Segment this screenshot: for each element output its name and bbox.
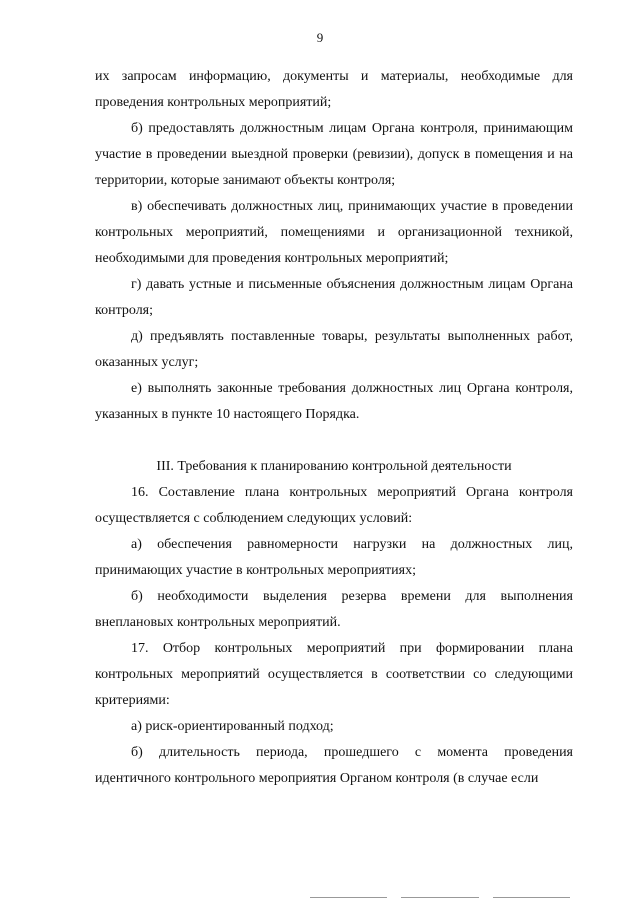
clause-17-item-b: б) длительность периода, прошедшего с момента проведения идентичного контрольного мероприятия Органом контроля (в случае если — [95, 745, 573, 786]
section-heading: III. Требования к планированию контрольной деятельности — [156, 459, 512, 474]
list-item-e: е) выполнять законные требования должностных лиц Органа контроля, указанных в пункте 10 настоящего Порядка. — [95, 381, 573, 422]
page-number: 9 — [316, 30, 324, 45]
scan-mark — [401, 897, 478, 898]
scan-footer-marks — [310, 897, 570, 901]
list-item-g: г) давать устные и письменные объяснения должностным лицам Органа контроля; — [95, 277, 573, 318]
clause-16-item-b: б) необходимости выделения резерва времени для выполнения внеплановых контрольных мероприятий. — [95, 589, 573, 630]
list-item-d: д) предъявлять поставленные товары, результаты выполненных работ, оказанных услуг; — [95, 329, 573, 370]
scan-mark — [493, 897, 570, 898]
clause-17: 17. Отбор контрольных мероприятий при формировании плана контрольных мероприятий осуществляется в соответствии со следующими критериями: — [95, 641, 573, 708]
clause-16-item-a: а) обеспечения равномерности нагрузки на должностных лиц, принимающих участие в контрольных мероприятиях; — [95, 537, 573, 578]
scan-mark — [310, 897, 387, 898]
document-body — [95, 64, 573, 792]
clause-16: 16. Составление плана контрольных мероприятий Органа контроля осуществляется с соблюдением следующих условий: — [95, 485, 573, 526]
paragraph-continuation: их запросам информацию, документы и материалы, необходимые для проведения контрольных мероприятий; — [95, 69, 573, 110]
list-item-v: в) обеспечивать должностных лиц, принимающих участие в проведении контрольных мероприятий, помещениями и организационной техникой, необходимыми для проведения контрольных мероприятий; — [95, 199, 573, 266]
list-item-b: б) предоставлять должностным лицам Органа контроля, принимающим участие в проведении выездной проверки (ревизии), допуск в помещения и на территории, которые занимают объекты контроля; — [95, 121, 573, 188]
clause-17-item-a: а) риск-ориентированный подход; — [131, 719, 334, 734]
